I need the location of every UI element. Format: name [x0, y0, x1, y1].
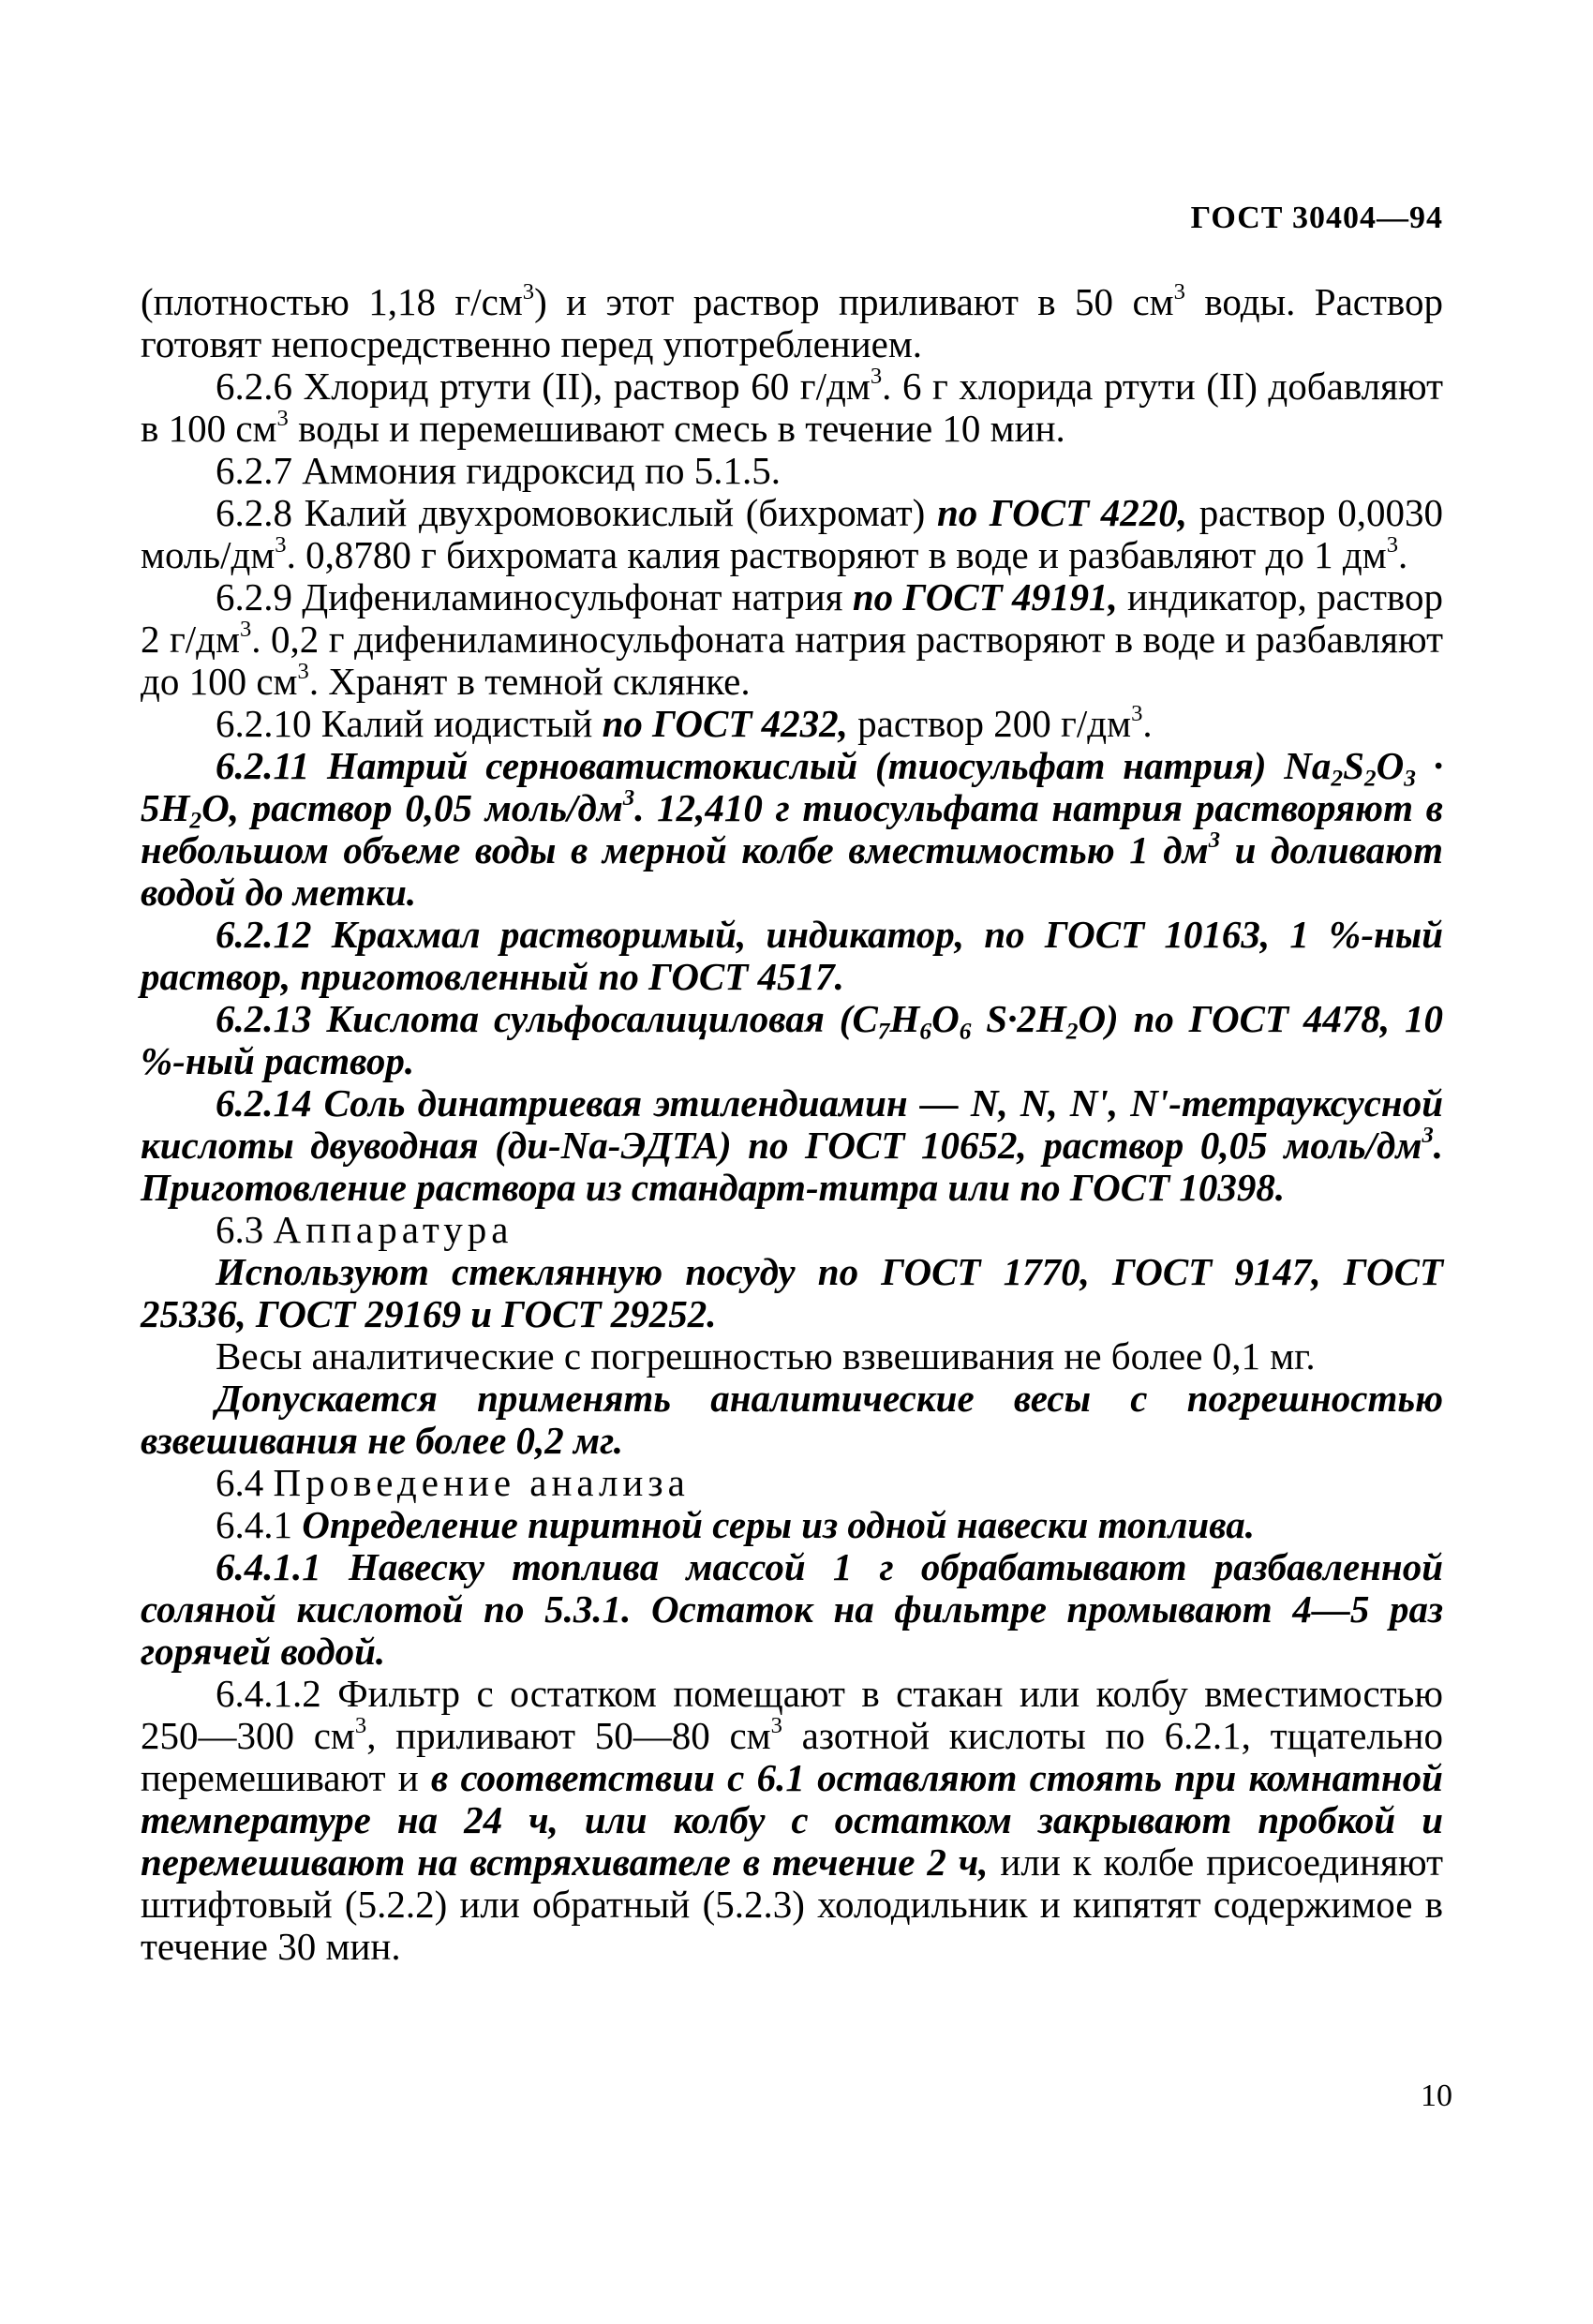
paragraph-p-6-3-b: [141, 1335, 1443, 1378]
text-run: · 5H: [141, 744, 1444, 829]
text-run: 6.4.1.2 Фильтр с остатком помещают в стакан или колбу вместимостью 250—300 см: [141, 1672, 1443, 1757]
text-run: 3: [1386, 531, 1399, 558]
paragraph-h-6-4: [141, 1462, 1443, 1504]
text-run: 3: [1173, 278, 1185, 305]
text-run: 3: [1131, 700, 1143, 726]
text-run: 6.2.12 Крахмал растворимый, индикатор, по ГОСТ 10163, 1 %-ный раствор, приготовленный по ГОСТ 4517.: [141, 913, 1443, 998]
text-run: 3: [522, 278, 535, 305]
text-run: , приливают 50—80 см: [366, 1714, 771, 1757]
paragraph-p-6-4-1-1: [141, 1546, 1443, 1673]
text-run: 3: [1208, 827, 1221, 853]
text-run: Проведение анализа: [273, 1461, 690, 1504]
document-header: ГОСТ 30404—94: [1190, 201, 1443, 235]
text-run: 2: [1331, 765, 1344, 792]
text-run: . 0,8780 г бихромата калия растворяют в воде и разбавляют до 1 дм: [286, 533, 1387, 576]
text-run: Определение пиритной серы из одной навески топлива.: [302, 1503, 1255, 1546]
paragraph-p-6-2-13: [141, 998, 1443, 1082]
text-run: 6.2.14 Соль динатриевая этилендиамин — N, N, N', N'-тетрауксусной кислоты двуводная (ди-Na-ЭДТА) по ГОСТ 10652, раствор 0,05 моль/дм: [141, 1081, 1443, 1167]
paragraph-p-6-2-9: [141, 576, 1443, 703]
text-run: 6.2.9 Дифениламиносульфонат натрия: [216, 575, 853, 618]
text-run: ) и этот раствор приливают в 50 см: [534, 280, 1174, 323]
text-run: 2: [1065, 1018, 1079, 1045]
text-run: 3: [1404, 765, 1416, 792]
text-run: Весы аналитические с погрешностью взвешивания не более 0,1 мг.: [216, 1334, 1316, 1378]
text-run: 3: [240, 616, 252, 642]
text-run: и доливают водой до метки.: [141, 828, 1443, 914]
text-run: . Хранят в темной склянке.: [308, 660, 751, 703]
text-run: .: [1398, 533, 1408, 576]
text-run: 2: [1363, 765, 1377, 792]
text-run: S·2H: [971, 997, 1066, 1040]
text-run: 6.2.8 Калий двухромовокислый (бихромат): [216, 491, 937, 534]
paragraph-p-6-3-c: [141, 1378, 1443, 1462]
paragraph-p-6-2-12: [141, 914, 1443, 998]
text-run: Допускается применять аналитические весы с погрешностью взвешивания не более 0,2 мг.: [141, 1377, 1443, 1462]
text-run: раствор 200 г/дм: [847, 702, 1132, 745]
text-run: 3: [770, 1712, 782, 1738]
paragraph-p-6-2-8: [141, 492, 1443, 576]
text-run: 3: [354, 1712, 367, 1738]
text-run: 6.2.10 Калий иодистый: [216, 702, 603, 745]
text-run: 7: [877, 1018, 890, 1045]
text-run: 3: [275, 531, 287, 558]
text-run: O, раствор 0,05 моль/дм: [201, 786, 623, 829]
text-run: 3: [870, 363, 883, 389]
text-run: . Приготовление раствора из стандарт-титра или по ГОСТ 10398.: [141, 1124, 1443, 1209]
text-run: . 6 г хлорида ртути (II) добавляют в 100 см: [141, 365, 1443, 450]
text-run: по ГОСТ 4232,: [602, 702, 848, 745]
text-run: воды. Раствор готовят непосредственно перед употреблением.: [141, 280, 1443, 365]
text-run: индикатор, раствор 2 г/дм: [141, 575, 1444, 661]
text-run: 6.2.13 Кислота сульфосалициловая (C: [216, 997, 878, 1040]
paragraph-p-6-3-a: [141, 1251, 1443, 1335]
text-run: Используют стеклянную посуду по ГОСТ 1770, ГОСТ 9147, ГОСТ 25336, ГОСТ 29169 и ГОСТ 29252.: [141, 1250, 1443, 1335]
text-run: раствор 0,0030 моль/дм: [141, 491, 1443, 576]
text-run: 6.4.1: [216, 1503, 303, 1546]
paragraph-p-6-2-7: [141, 450, 1443, 492]
text-run: Аппаратура: [273, 1208, 514, 1251]
paragraph-p-6-2-10: [141, 700, 1443, 745]
text-run: . 12,410 г тиосульфата натрия растворяют в небольшом объеме воды в мерной колбе вместимостью 1 дм: [141, 786, 1443, 872]
paragraph-p-6-2-6: [141, 365, 1443, 450]
text-run: (плотностью 1,18 г/см: [141, 280, 523, 323]
text-run: 6: [959, 1018, 972, 1045]
paragraph-p-cont: [141, 278, 1443, 365]
text-run: воды и перемешивают смесь в течение 10 мин.: [288, 407, 1065, 450]
paragraph-p-6-4-1: [141, 1504, 1443, 1546]
text-run: 3: [622, 784, 635, 811]
text-run: 6.2.11 Натрий серноватистокислый (тиосульфат натрия) Na: [216, 744, 1332, 787]
paragraph-p-6-2-14: [141, 1082, 1443, 1209]
paragraph-p-6-4-1-2: [141, 1673, 1443, 1968]
text-run: 2: [189, 807, 202, 834]
text-run: H: [889, 997, 920, 1040]
text-run: 6.4: [216, 1461, 274, 1504]
paragraph-p-6-2-11: [141, 745, 1443, 914]
text-run: 3: [297, 658, 309, 684]
text-run: 6.4.1.1 Навеску топлива массой 1 г обрабатывают разбавленной соляной кислотой по 5.3.1. Остаток на фильтре промывают 4—5 раз горячей водой.: [141, 1545, 1443, 1673]
text-run: O) по ГОСТ 4478, 10 %-ный раствор.: [141, 997, 1443, 1082]
text-run: по ГОСТ 4220,: [936, 491, 1188, 534]
text-run: O: [1376, 744, 1405, 787]
text-run: 3: [1422, 1122, 1434, 1148]
text-run: по ГОСТ 49191,: [852, 575, 1118, 618]
text-run: 6.3: [216, 1208, 274, 1251]
text-run: O: [931, 997, 960, 1040]
text-run: 6.2.6 Хлорид ртути (II), раствор 60 г/дм: [216, 365, 871, 408]
text-run: или к колбе присоединяют штифтовый (5.2.2) или обратный (5.2.3) холодильник и кипятят содержимое в течение 30 мин.: [141, 1840, 1443, 1968]
document-body: [141, 278, 1444, 1968]
text-run: S: [1343, 744, 1364, 787]
text-run: . 0,2 г дифениламиносульфоната натрия растворяют в воде и разбавляют до 100 см: [141, 618, 1444, 703]
paragraph-h-6-3: [141, 1209, 1443, 1251]
text-run: 3: [276, 405, 289, 431]
page-number: 10: [1421, 2078, 1452, 2113]
text-run: азотной кислоты по 6.2.1, тщательно перемешивают и: [141, 1714, 1443, 1799]
text-run: 6.2.7 Аммония гидроксид по 5.1.5.: [216, 449, 781, 492]
text-run: .: [1142, 702, 1153, 745]
text-run: в соответствии с 6.1 оставляют стоять при комнатной температуре на 24 ч, или колбу с остатком закрывают пробкой и перемешивают на встряхивателе в течение 2 ч,: [141, 1756, 1443, 1884]
text-run: 6: [919, 1018, 932, 1045]
